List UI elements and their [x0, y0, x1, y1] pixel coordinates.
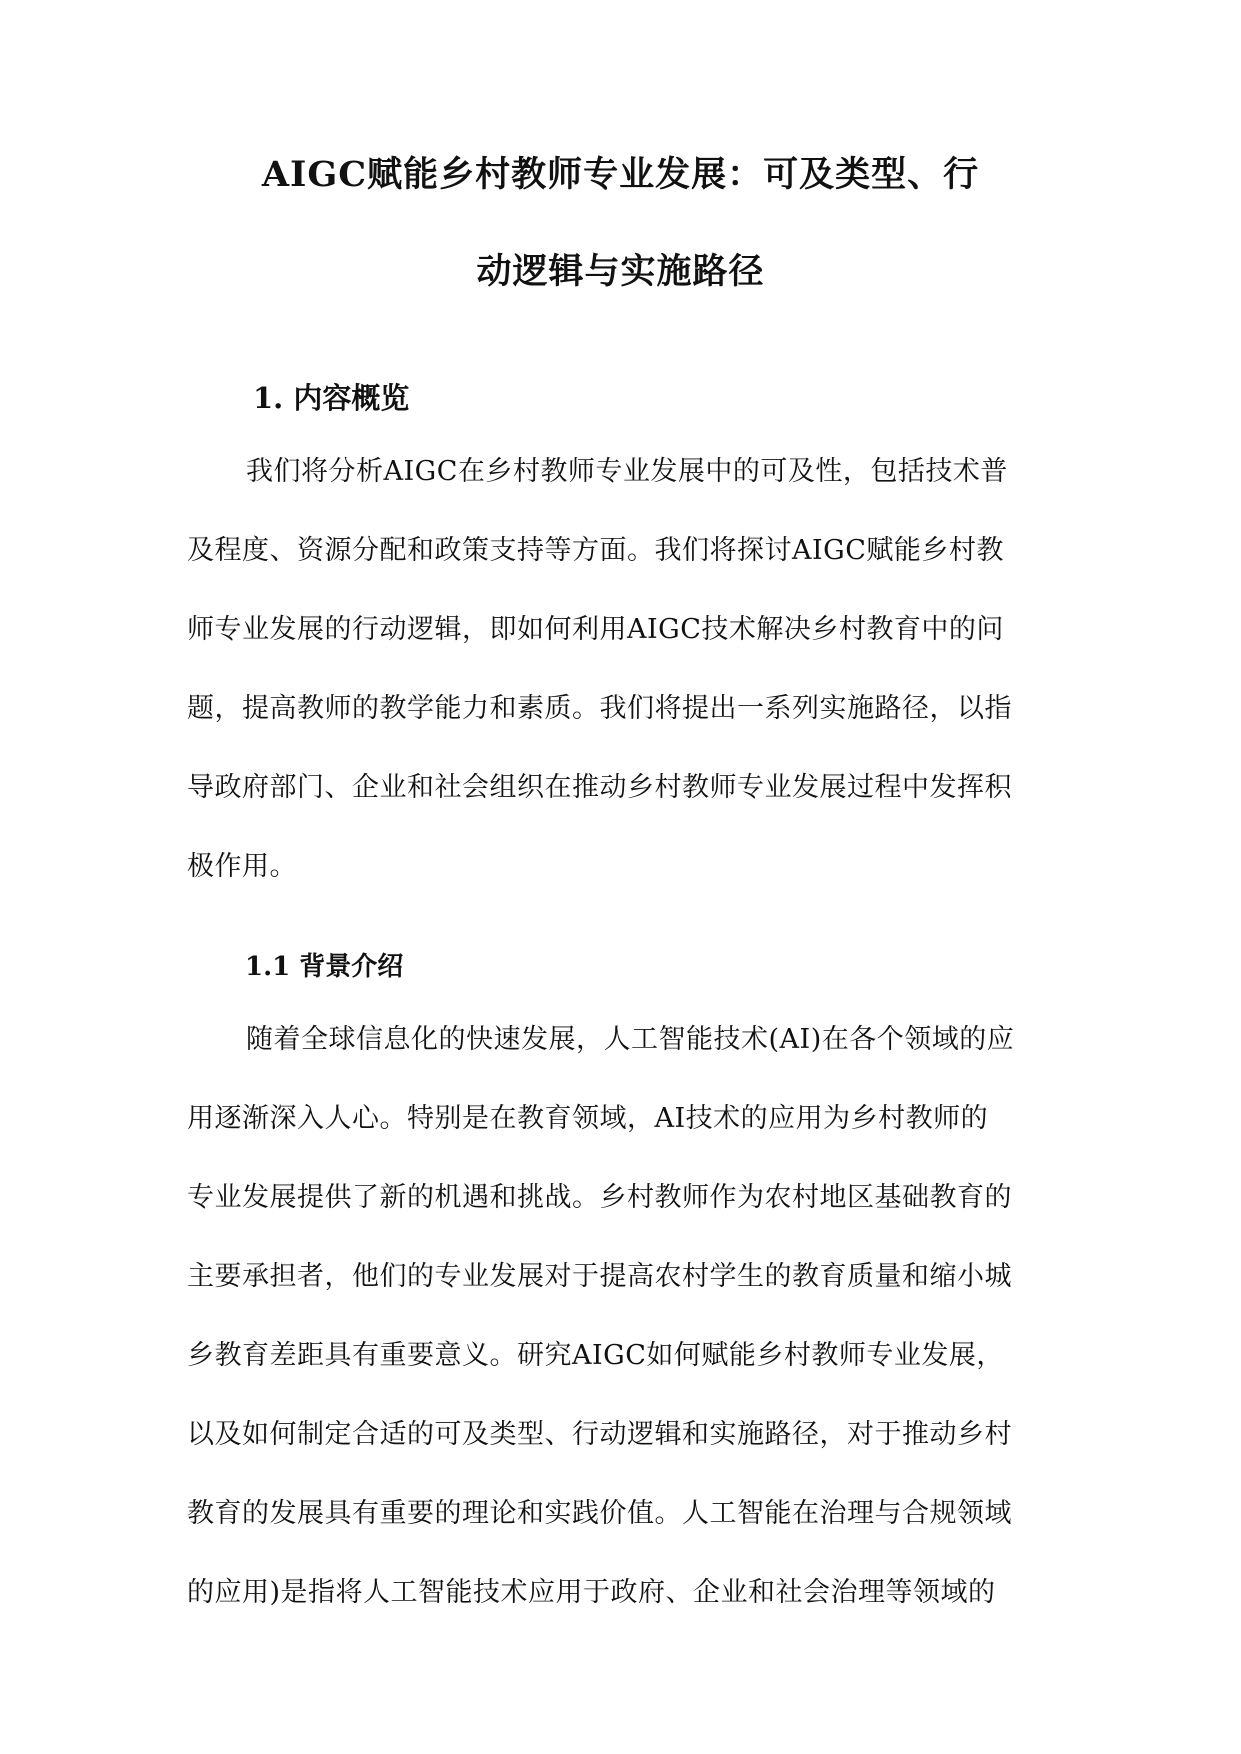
section-heading-overview: 1. 内容概览 — [253, 381, 410, 415]
document-title-line-1: AIGC赋能乡村教师专业发展：可及类型、行 — [261, 154, 980, 195]
overview-line: 题，提高教师的教学能力和素质。我们将提出一系列实施路径，以指 — [187, 693, 1012, 724]
overview-line: 师专业发展的行动逻辑，即如何利用AIGC技术解决乡村教育中的问 — [187, 614, 1004, 645]
background-line: 专业发展提供了新的机遇和挑战。乡村教师作为农村地区基础教育的 — [187, 1182, 1012, 1213]
overview-line: 及程度、资源分配和政策支持等方面。我们将探讨AIGC赋能乡村教 — [187, 535, 1004, 566]
document-title-line-2: 动逻辑与实施路径 — [476, 251, 765, 292]
background-line: 教育的发展具有重要的理论和实践价值。人工智能在治理与合规领域 — [187, 1498, 1012, 1529]
overview-line: 极作用。 — [187, 851, 297, 882]
overview-line: 导政府部门、企业和社会组织在推动乡村教师专业发展过程中发挥积 — [187, 772, 1012, 803]
background-line: 的应用)是指将人工智能技术应用于政府、企业和社会治理等领域的 — [187, 1577, 996, 1608]
overview-paragraph — [187, 453, 1057, 927]
overview-line: 我们将分析AIGC在乡村教师专业发展中的可及性，包括技术普 — [246, 456, 1008, 487]
background-line: 随着全球信息化的快速发展，人工智能技术(AI)在各个领域的应 — [246, 1024, 1015, 1055]
background-line: 用逐渐深入人心。特别是在教育领域，AI技术的应用为乡村教师的 — [187, 1103, 989, 1134]
background-line: 以及如何制定合适的可及类型、行动逻辑和实施路径，对于推动乡村 — [187, 1419, 1012, 1450]
background-line: 主要承担者，他们的专业发展对于提高农村学生的教育质量和缩小城 — [187, 1261, 1012, 1292]
background-line: 乡教育差距具有重要意义。研究AIGC如何赋能乡村教师专业发展， — [187, 1340, 1004, 1371]
background-paragraph — [187, 1021, 1057, 1653]
section-heading-background: 1.1 背景介绍 — [245, 952, 404, 982]
